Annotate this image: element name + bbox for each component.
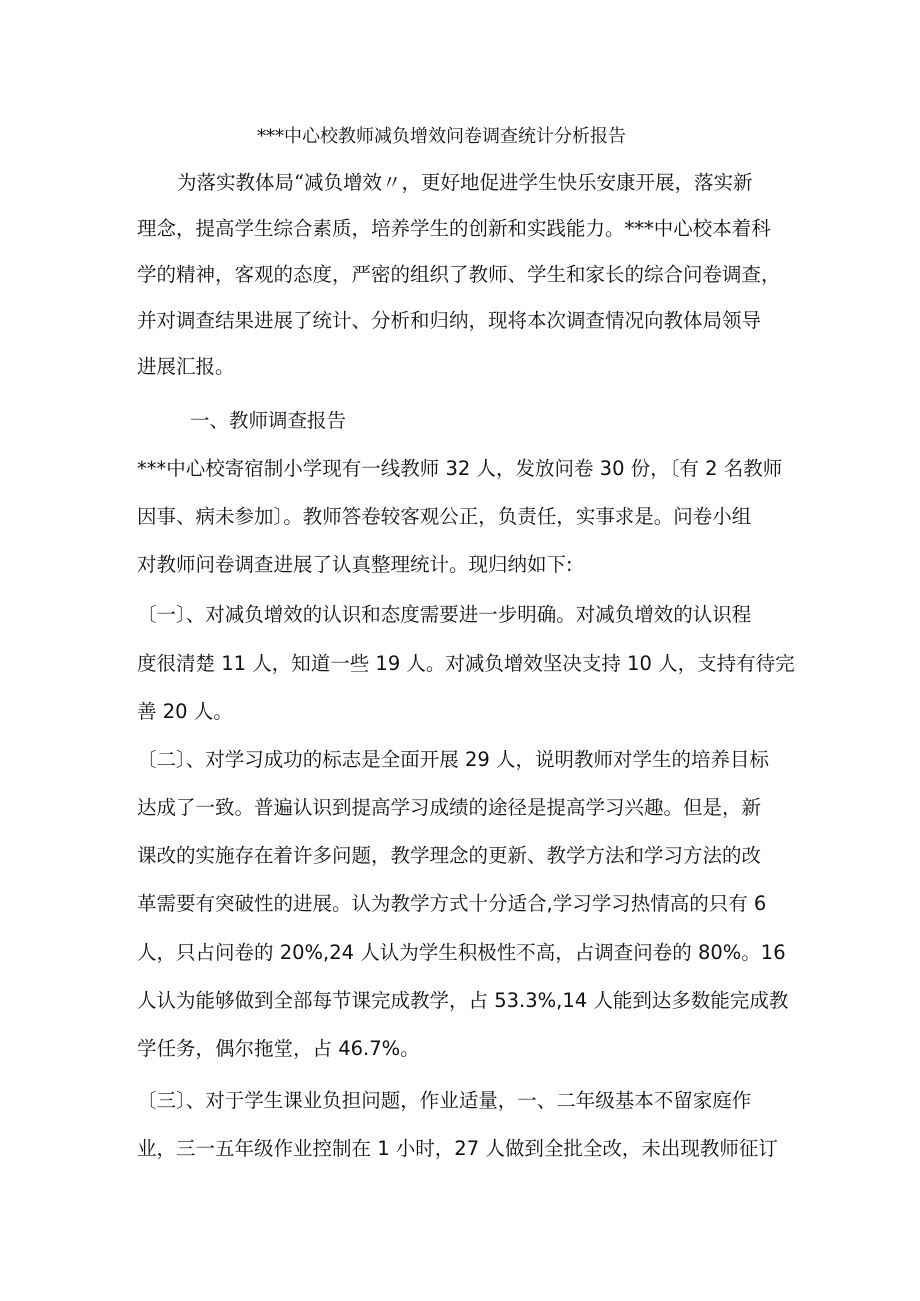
text-line: 善 20 人。 <box>137 700 233 723</box>
text-line: 〔二〕、对学习成功的标志是全面开展 29 人，说明教师对学生的培养目标 <box>137 748 769 771</box>
text-line: 业，三一五年级作业控制在 1 小时，27 人做到全批全改，未出现教师征订 <box>137 1137 778 1160</box>
page-title: ***中心校教师减负增效问卷调查统计分析报告 <box>257 126 626 147</box>
section-heading: 一、教师调查报告 <box>190 409 347 432</box>
text-line: 人认为能够做到全部每节课完成教学，占 53.3%,14 人能到达多数能完成教 <box>137 989 789 1012</box>
text-line: 〔三〕、对于学生课业负担问题，作业适量，一、二年级基本不留家庭作 <box>137 1089 752 1112</box>
text-line: 为落实教体局“减负增效〃，更好地促进学生快乐安康开展，落实新 <box>177 171 753 194</box>
text-line: 学任务，偶尔拖堂，占 46.7%。 <box>137 1037 420 1060</box>
text-line: 课改的实施存在着许多问题，教学理念的更新、教学方法和学习方法的改 <box>137 844 762 867</box>
text-line: 理念，提高学生综合素质，培养学生的创新和实践能力。***中心校本着科 <box>137 217 771 240</box>
text-line: 进展汇报。 <box>137 355 235 378</box>
text-line: 学的精神，客观的态度，严密的组织了教师、学生和家长的综合问卷调查， <box>137 263 781 286</box>
text-line: 对教师问卷调查进展了认真整理统计。现归纳如下: <box>137 553 573 576</box>
text-line: 因事、病未参加〕。教师答卷较客观公正，负责任，实事求是。问卷小组 <box>137 505 752 528</box>
text-line: ***中心校寄宿制小学现有一线教师 32 人，发放问卷 30 份，〔有 2 名教师 <box>137 457 783 480</box>
text-line: 达成了一致。普遍认识到提高学习成绩的途径是提高学习兴趣。但是，新 <box>137 796 762 819</box>
text-line: 人，只占问卷的 20%,24 人认为学生积极性不高，占调查问卷的 80%。16 <box>137 941 786 964</box>
text-line: 革需要有突破性的进展。认为教学方式十分适合,学习学习热情高的只有 6 <box>137 892 767 915</box>
text-line: 并对调查结果进展了统计、分析和归纳，现将本次调查情况向教体局领导 <box>137 309 762 332</box>
text-line: 〔一〕、对减负增效的认识和态度需要进一步明确。对减负增效的认识程 <box>137 603 752 626</box>
text-line: 度很清楚 11 人，知道一些 19 人。对减负增效坚决支持 10 人，支持有待完 <box>137 652 795 675</box>
